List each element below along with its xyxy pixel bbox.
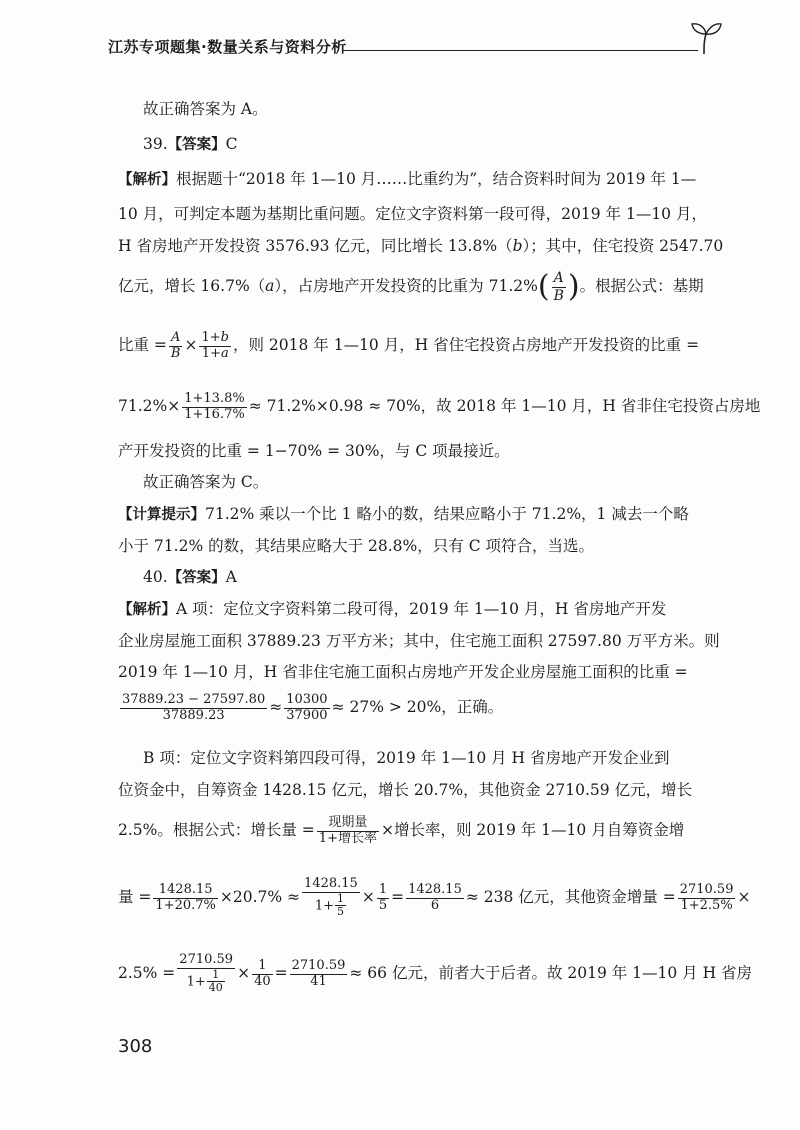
fraction: 2710.59 1+ $\frac{1}{40}$ — [179, 951, 234, 995]
text-line: 故正确答案为 A。 — [143, 100, 268, 118]
fraction: $\frac{1+b}{1+a}$ — [201, 329, 229, 361]
fraction: $\frac{1}{5}$ — [378, 881, 388, 913]
fraction: $\frac{\text{现期量}}{\text{1+增长率}}$ — [318, 814, 377, 846]
text-line: 2.5%。根据公式：增长量 = $\frac{\text{现期量}}{\text{1+增长率}}$ ×增长率，则 2019 年 1—10 月自筹资金增 — [118, 814, 685, 846]
text-line: 10 月，可判定本题为基期比重问题。定位文字资料第一段可得，2019 年 1—10 月， — [118, 205, 707, 223]
text-line: 【计算提示】71.2% 乘以一个比 1 略小的数，结果应略小于 71.2%，1 减去一个略 — [118, 505, 689, 523]
text-line: 故正确答案为 C。 — [143, 473, 269, 491]
text-line: 2.5% = 2710.59 1+ $\frac{1}{40}$ × $\frac{1}{40}$ = $\frac{2710.59}{41}$ ≈ 66 亿元，前者大于后者。故 2019 年 1—10 月 H 省房 — [118, 951, 753, 995]
text-line: 2019 年 1—10 月，H 省非住宅施工面积占房地产开发企业房屋施工面积的比重 = — [118, 663, 688, 681]
text-line: 71.2%× $\frac{1+13.8\%}{1+16.7\%}$ ≈ 71.2%×0.98 ≈ 70%，故 2018 年 1—10 月，H 省非住宅投资占房地 — [118, 390, 761, 422]
running-header-title: 江苏专项题集·数量关系与资料分析 — [108, 38, 347, 56]
fraction: $\frac{A}{B}$ — [170, 329, 181, 361]
analysis-tag: 【解析】 — [118, 172, 176, 188]
text-line: B 项：定位文字资料第四段可得，2019 年 1—10 月 H 省房地产开发企业到 — [143, 749, 670, 767]
fraction: $\frac{2710.59}{41}$ — [291, 957, 346, 989]
fraction: $\frac{37889.23 - 27597.80}{37889.23}$ — [122, 691, 266, 723]
analysis-tag: 【解析】 — [118, 602, 176, 618]
fraction: $\frac{1}{40}$ — [208, 967, 223, 995]
text-line: 量 = $\frac{1428.15}{1+20.7\%}$ ×20.7% ≈ 1428.15 1+ $\frac{1}{5}$ × $\frac{1}{5}$ = $\frac{1428.15}{6}$ ≈ 238 亿元，其他资金增量 = $\frac{2710.59}{1+2.5\%}$ × — [118, 875, 751, 919]
text-line: 产开发投资的比重 = 1−70% = 30%，与 C 项最接近。 — [118, 442, 510, 460]
fraction: 1428.15 1+ $\frac{1}{5}$ — [304, 875, 358, 919]
sprout-icon — [690, 18, 722, 58]
fraction: $\frac{1+13.8\%}{1+16.7\%}$ — [184, 390, 245, 422]
text-line: 亿元，增长 16.7%（a），占房地产开发投资的比重为 71.2%( $\frac{A}{B}$ )。根据公式：基期 — [118, 269, 704, 304]
calc-tip-tag: 【计算提示】 — [118, 507, 205, 523]
text-line: 【解析】根据题十“2018 年 1—10 月……比重约为”，结合资料时间为 2019 年 1— — [118, 170, 697, 188]
text-line: 【解析】A 项：定位文字资料第二段可得，2019 年 1—10 月，H 省房地产开发 — [118, 600, 667, 618]
answer-tag: 【答案】 — [167, 137, 226, 153]
fraction: $\frac{1428.15}{1+20.7\%}$ — [155, 881, 216, 913]
fraction: $\frac{1}{40}$ — [254, 957, 271, 989]
answer-heading: 39.【答案】C — [143, 135, 238, 153]
fraction: $\frac{2710.59}{1+2.5\%}$ — [679, 881, 734, 913]
answer-heading: 40.【答案】A — [143, 568, 237, 586]
text-line: H 省房地产开发投资 3576.93 亿元，同比增长 13.8%（b）；其中，住宅投资 2547.70 — [118, 237, 724, 255]
page-number: 308 — [118, 1036, 153, 1057]
text-line: 企业房屋施工面积 37889.23 万平方米；其中，住宅施工面积 27597.80 万平方米。则 — [118, 632, 720, 650]
fraction: $\frac{1}{5}$ — [337, 891, 345, 919]
text-line: 比重 = $\frac{A}{B}$ × $\frac{1+b}{1+a}$ ，则 2018 年 1—10 月，H 省住宅投资占房地产开发投资的比重 = — [118, 329, 700, 361]
fraction: $\frac{10300}{37900}$ — [286, 691, 328, 723]
fraction: $\frac{A}{B}$ — [553, 270, 564, 304]
fraction: $\frac{1428.15}{6}$ — [408, 881, 462, 913]
text-line: $\frac{37889.23 - 27597.80}{37889.23}$ ≈ $\frac{10300}{37900}$ ≈ 27% > 20%，正确。 — [122, 691, 504, 723]
header-rule — [343, 50, 698, 51]
text-line: 位资金中，自筹资金 1428.15 亿元，增长 20.7%，其他资金 2710.59 亿元，增长 — [118, 781, 693, 799]
text-line: 小于 71.2% 的数，其结果应略大于 28.8%，只有 C 项符合，当选。 — [118, 537, 594, 555]
answer-tag: 【答案】 — [167, 570, 226, 586]
